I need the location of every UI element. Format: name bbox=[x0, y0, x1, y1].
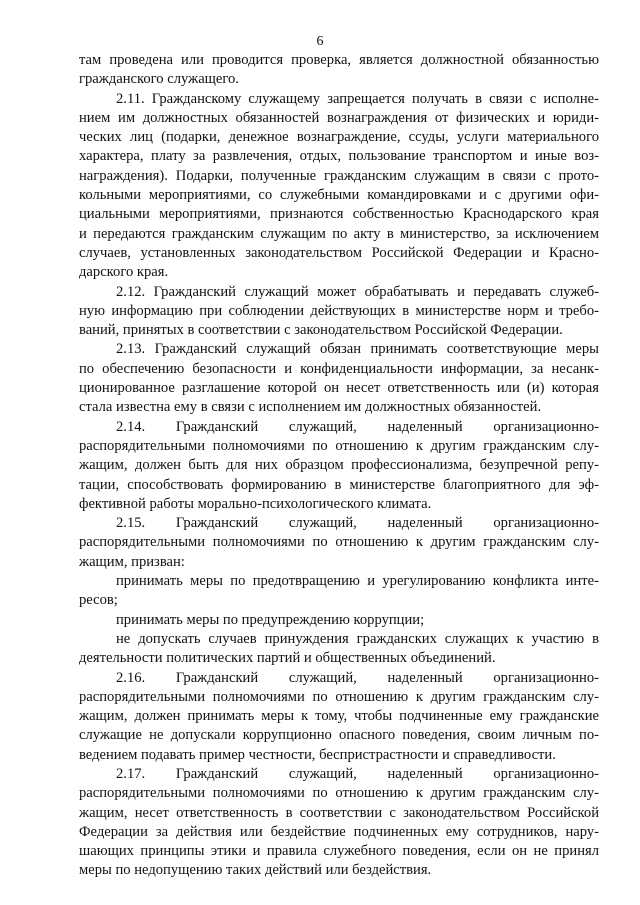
text-line: тации, способствовать формированию в министерстве благоприятного для эф- bbox=[79, 476, 599, 493]
text-line: ческих лиц (подарки, денежное вознаграждение, ссуды, услуги материального bbox=[79, 129, 599, 146]
text-line: ционированное разглашение которой он несет ответственность или (и) которая bbox=[79, 380, 599, 397]
text-line: распорядительными полномочиями по отношению к другим гражданским слу- bbox=[79, 437, 599, 454]
text-line: принимать меры по предотвращению и урегулированию конфликта инте- bbox=[116, 573, 599, 590]
text-line: случаев, установленных законодательством Российской Федерации и Красно- bbox=[79, 244, 599, 261]
text-line: 2.11. Гражданскому служащему запрещается получать в связи с исполне- bbox=[116, 90, 599, 107]
text-line: характера, плату за развлечения, отдых, пользование транспортом и иные воз- bbox=[79, 148, 599, 165]
text-line: фективной работы морально-психологического климата. bbox=[79, 495, 432, 512]
text-line: не допускать случаев принуждения гражданских служащих к участию в bbox=[116, 630, 599, 647]
text-line: жащим, несет ответственность в соответствии с законодательством Российской bbox=[79, 804, 599, 821]
text-line: стала известна ему в связи с исполнением им должностных обязанностей. bbox=[79, 399, 542, 416]
text-line: 2.12. Гражданский служащий может обрабатывать и передавать служеб- bbox=[116, 283, 599, 300]
text-line: ную информацию при соблюдении действующих в министерстве норм и требо- bbox=[79, 302, 599, 319]
text-line: 2.14. Гражданский служащий, наделенный организационно- bbox=[116, 418, 599, 435]
text-line: распорядительными полномочиями по отношению к другим гражданским слу- bbox=[79, 688, 599, 705]
text-line: там проведена или проводится проверка, является должностной обязанностью bbox=[79, 52, 599, 68]
text-line: дарского края. bbox=[79, 264, 169, 281]
text-line: Федерации за действия или бездействие подчиненных ему сотрудников, нару- bbox=[79, 823, 599, 840]
text-line: по обеспечению безопасности и конфиденциальности информации, за несанк- bbox=[79, 360, 599, 377]
text-line: жащим, призван: bbox=[79, 553, 185, 570]
text-line: гражданского служащего. bbox=[79, 71, 239, 88]
text-line: награждения). Подарки, полученные гражданским служащим в связи с прото- bbox=[79, 167, 599, 184]
text-line: 2.13. Гражданский служащий обязан принимать соответствующие меры bbox=[116, 341, 599, 358]
text-line: 2.16. Гражданский служащий, наделенный организационно- bbox=[116, 669, 599, 686]
text-line: и передаются гражданским служащим по акту в министерство, за исключением bbox=[79, 225, 599, 242]
text-line: меры по недопущению таких действий или бездействия. bbox=[79, 862, 432, 879]
text-line: ресов; bbox=[79, 592, 118, 609]
text-line: 2.15. Гражданский служащий, наделенный организационно- bbox=[116, 515, 599, 532]
text-line: нием им должностных обязанностей вознаграждения от физических и юриди- bbox=[79, 109, 599, 126]
text-line: распорядительными полномочиями по отношению к другим гражданским слу- bbox=[79, 785, 599, 802]
page-number: 6 bbox=[316, 34, 324, 49]
document-body bbox=[79, 51, 599, 881]
text-line: 2.17. Гражданский служащий, наделенный организационно- bbox=[116, 765, 599, 782]
text-line: ваний, принятых в соответствии с законодательством Российской Федерации. bbox=[79, 322, 563, 339]
text-line: шающих принципы этики и правила служебного поведения, если он не принял bbox=[79, 843, 599, 860]
text-line: жащим, должен принимать меры к тому, чтобы подчиненные ему гражданские bbox=[79, 708, 599, 725]
text-line: служащие не допускали коррупционно опасного поведения, своим личным по- bbox=[79, 727, 599, 744]
text-line: ведением подавать пример честности, беспристрастности и справедливости. bbox=[79, 746, 556, 763]
text-line: деятельности политических партий и общественных объединений. bbox=[79, 650, 496, 667]
text-line: циальными мероприятиями, признаются собственностью Краснодарского края bbox=[79, 206, 599, 223]
text-line: распорядительными полномочиями по отношению к другим гражданским слу- bbox=[79, 534, 599, 551]
text-line: кольными мероприятиями, со служебными командировками и с другими офи- bbox=[79, 187, 599, 204]
text-line: принимать меры по предупреждению коррупции; bbox=[116, 611, 425, 628]
text-line: жащим, должен быть для них образцом профессионализма, безупречной репу- bbox=[79, 457, 599, 474]
